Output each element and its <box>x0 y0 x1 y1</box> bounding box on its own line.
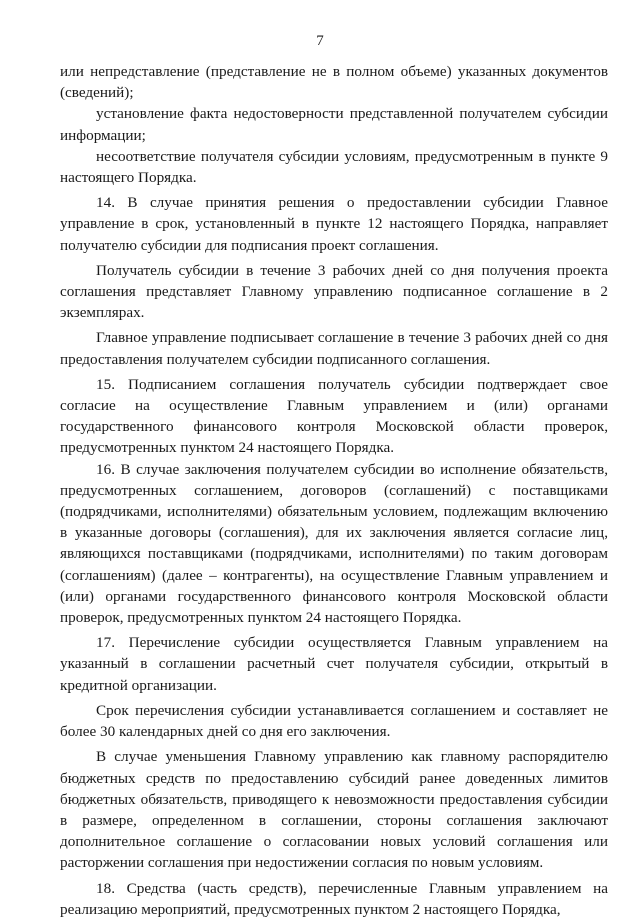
paragraph-inaccurate-info: установление факта недостоверности представленной получателем субсидии информации; <box>60 105 608 144</box>
paragraph-item-14: 14. В случае принятия решения о предоставлении субсидии Главное управление в срок, установленный в пункте 12 настоящего Порядка, направляет получателю субсидии для подписания проект соглашения. <box>60 194 608 254</box>
paragraph-item-16: 16. В случае заключения получателем субсидии во исполнение обязательств, предусмотренных соглашением, договоров (соглашений) с поставщиками (подрядчиками, исполнителями) обязательным условием, подлежащим включению в указанные договоры (соглашения), для их заключения является согласие лиц, являющихся поставщиками (подрядчиками, исполнителями) по таким договорам (соглашениям) (далее – контрагенты), на осуществление Главным управлением и (или) органами государственного финансового контроля Московской области проверок, предусмотренных пунктом 24 настоящего Порядка. <box>60 460 608 627</box>
paragraph-transfer-term: Срок перечисления субсидии устанавливается соглашением и составляет не более 30 календарных дней со дня его заключения. <box>60 701 608 741</box>
paragraph-item-17: 17. Перечисление субсидии осуществляется Главным управлением на указанный в соглашении расчетный счет получателя субсидии, открытый в кредитной организации. <box>60 634 608 694</box>
paragraph-directorate-signs: Главное управление подписывает соглашение в течение 3 рабочих дней со дня предоставления получателем субсидии подписанного соглашения. <box>60 329 608 368</box>
paragraph-item-15: 15. Подписанием соглашения получатель субсидии подтверждает свое согласие на осуществление Главным управлением и (или) органами государственного финансового контроля Московской области проверок, предусмотренных пунктом 24 настоящего Порядка. <box>60 375 608 457</box>
paragraph-continuation: или непредставление (представление не в полном объеме) указанных документов (сведений); <box>60 63 608 102</box>
document-body <box>60 61 608 920</box>
paragraph-item-18: 18. Средства (часть средств), перечисленные Главным управлением на реализацию мероприятий, предусмотренных пунктом 2 настоящего Порядка, <box>60 879 608 918</box>
paragraph-recipient-signs: Получатель субсидии в течение 3 рабочих дней со дня получения проекта соглашения представляет Главному управлению подписанное соглашение в 2 экземплярах. <box>60 261 608 322</box>
page-number: 7 <box>316 33 324 49</box>
paragraph-limits-reduction: В случае уменьшения Главному управлению как главному распорядителю бюджетных средств по предоставлению субсидий ранее доведенных лимитов бюджетных обязательств, приводящего к невозможности предоставления субсидии в размере, определенном в соглашении, стороны соглашения заключают дополнительное соглашение о согласовании новых условий соглашения или расторжении соглашения при недостижении согласия по новым условиям. <box>60 748 608 872</box>
paragraph-non-compliance: несоответствие получателя субсидии условиям, предусмотренным в пункте 9 настоящего Порядка. <box>60 147 608 187</box>
